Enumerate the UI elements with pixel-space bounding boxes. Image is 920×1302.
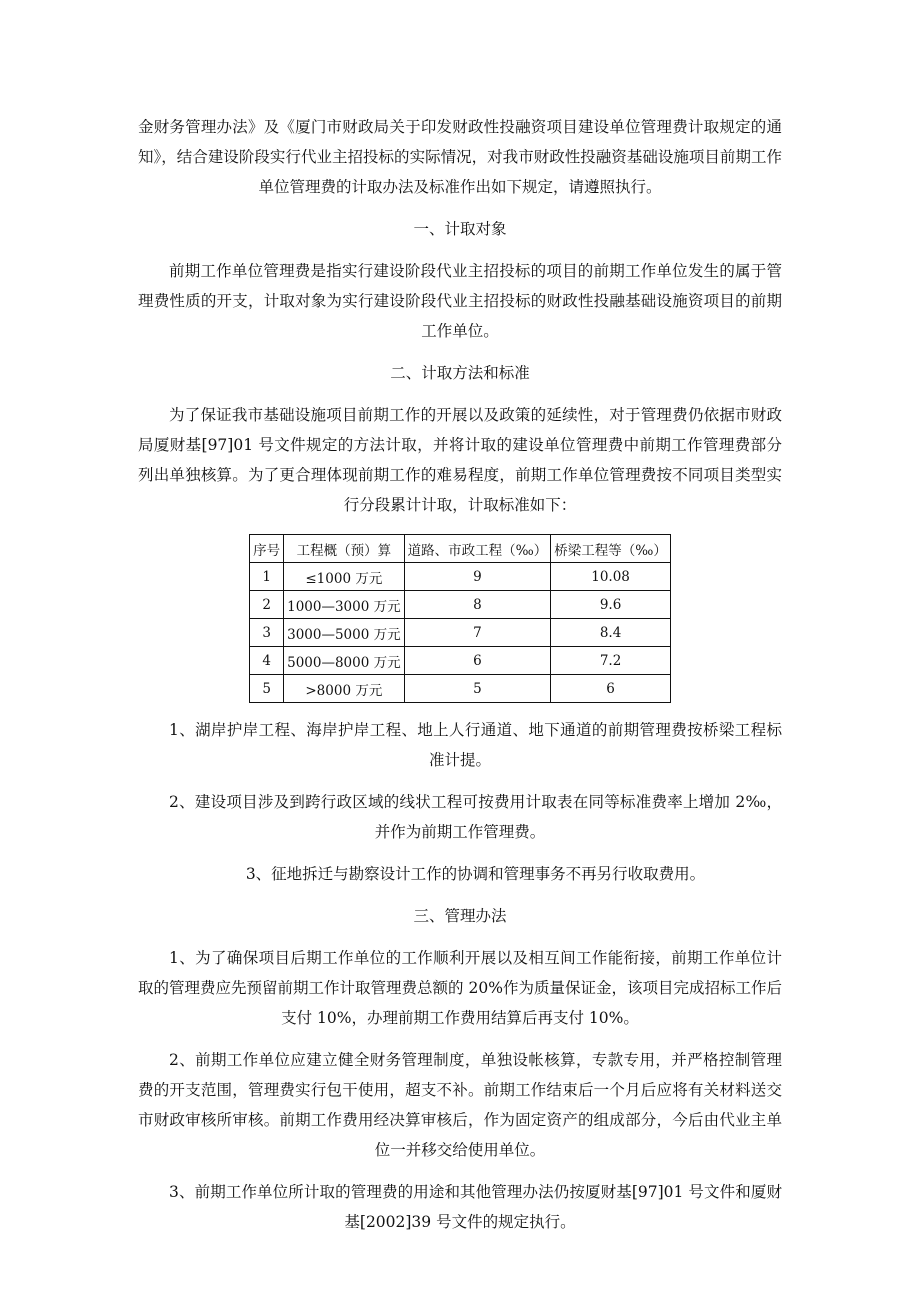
table-row [250, 563, 671, 591]
note-1: 1、湖岸护岸工程、海岸护岸工程、地上人行通道、地下通道的前期管理费按桥梁工程标准计提。 [169, 721, 782, 769]
cell-road: 6 [404, 647, 551, 675]
cell-range: ≤1000 万元 [284, 563, 405, 591]
section-1-paragraph: 前期工作单位管理费是指实行建设阶段代业主招投标的项目的前期工作单位发生的属于管理费性质的开支，计取对象为实行建设阶段代业主招投标的财政性投融基础设施资项目的前期工作单位。 [138, 262, 782, 340]
section-2-paragraph: 为了保证我市基础设施项目前期工作的开展以及政策的延续性，对于管理费仍依据市财政局厦财基[97]01 号文件规定的方法计取，并将计取的建设单位管理费中前期工作管理费部分列出单独核算。为了更合理体现前期工作的难易程度，前期工作单位管理费按不同项目类型实行分段累计计取，计取标准如下： [138, 406, 782, 514]
cell-road: 5 [404, 675, 551, 703]
cell-road: 9 [404, 563, 551, 591]
header-road: 道路、市政工程（‰） [404, 535, 551, 563]
table-row [250, 591, 671, 619]
table-row [250, 619, 671, 647]
cell-range: 5000—8000 万元 [284, 647, 405, 675]
cell-no: 1 [250, 563, 284, 591]
cell-no: 5 [250, 675, 284, 703]
table-row [250, 675, 671, 703]
header-no: 序号 [250, 535, 284, 563]
section-3-item-2: 2、前期工作单位应建立健全财务管理制度，单独设帐核算，专款专用，并严格控制管理费的开支范围，管理费实行包干使用，超支不补。前期工作结束后一个月后应将有关材料送交市财政审核所审核。前期工作费用经决算审核后，作为固定资产的组成部分，今后由代业主单位一并移交给使用单位。 [138, 1051, 782, 1159]
cell-bridge: 10.08 [551, 563, 671, 591]
section-3-heading: 三、管理办法 [413, 907, 507, 925]
cell-no: 4 [250, 647, 284, 675]
note-2: 2、建设项目涉及到跨行政区域的线状工程可按费用计取表在同等标准费率上增加 2‰，并作为前期工作管理费。 [169, 793, 782, 841]
section-2-heading: 二、计取方法和标准 [390, 364, 530, 382]
cell-range: 3000—5000 万元 [284, 619, 405, 647]
header-bridge: 桥梁工程等（‰） [551, 535, 671, 563]
cell-bridge: 9.6 [551, 591, 671, 619]
intro-paragraph: 金财务管理办法》及《厦门市财政局关于印发财政性投融资项目建设单位管理费计取规定的通知》，结合建设阶段实行代业主招投标的实际情况，对我市财政性投融资基础设施项目前期工作单位管理费的计取办法及标准作出如下规定，请遵照执行。 [138, 118, 782, 196]
fee-rate-table [249, 534, 671, 703]
cell-range: >8000 万元 [284, 675, 405, 703]
cell-bridge: 8.4 [551, 619, 671, 647]
section-3-item-3: 3、前期工作单位所计取的管理费的用途和其他管理办法仍按厦财基[97]01 号文件和厦财基[2002]39 号文件的规定执行。 [169, 1183, 782, 1231]
cell-bridge: 7.2 [551, 647, 671, 675]
cell-road: 8 [404, 591, 551, 619]
table-row [250, 647, 671, 675]
section-3-item-1: 1、为了确保项目后期工作单位的工作顺利开展以及相互间工作能衔接，前期工作单位计取的管理费应先预留前期工作计取管理费总额的 20%作为质量保证金，该项目完成招标工作后支付 10%，办理前期工作费用结算后再支付 10%。 [138, 949, 782, 1027]
header-estimate: 工程概（预）算 [284, 535, 405, 563]
cell-no: 3 [250, 619, 284, 647]
note-3: 3、征地拆迁与勘察设计工作的协调和管理事务不再另行收取费用。 [245, 865, 706, 883]
cell-road: 7 [404, 619, 551, 647]
cell-bridge: 6 [551, 675, 671, 703]
table-header-row [250, 535, 671, 563]
cell-range: 1000—3000 万元 [284, 591, 405, 619]
section-1-heading: 一、计取对象 [413, 220, 507, 238]
cell-no: 2 [250, 591, 284, 619]
document-body [138, 112, 782, 1237]
